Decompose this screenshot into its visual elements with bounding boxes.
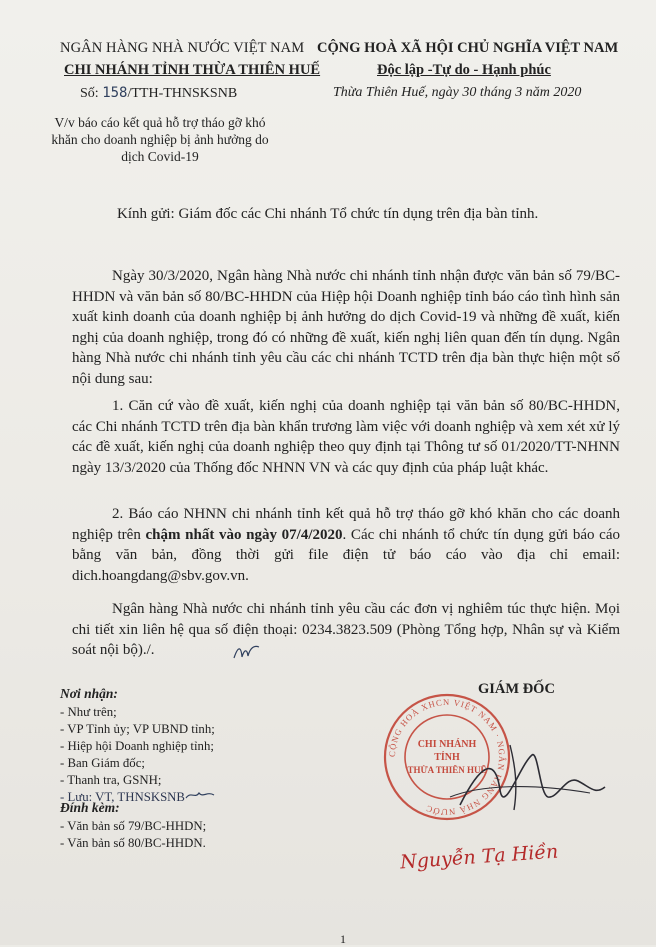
signer-position: GIÁM ĐỐC [478, 681, 555, 697]
national-title: CỘNG HOÀ XÃ HỘI CHỦ NGHĨA VIỆT NAM [317, 40, 619, 56]
handwritten-signature-icon [440, 735, 610, 825]
national-motto: Độc lập -Tự do - Hạnh phúc [377, 62, 551, 78]
initial-mark-icon [232, 642, 262, 664]
paragraph-closing: Ngân hàng Nhà nước chi nhánh tỉnh yêu cầu các đơn vị nghiêm túc thực hiện. Mọi chi tiết xin liên hệ qua số điện thoại: 0234.3823.509 (Phòng Tổng hợp, Nhân sự và Kiểm soát nội bộ)./. [72, 601, 620, 658]
place-date: Thừa Thiên Huế, ngày 30 tháng 3 năm 2020 [333, 85, 582, 100]
issuing-agency: NGÂN HÀNG NHÀ NƯỚC VIỆT NAM [60, 40, 305, 56]
paragraph-item-1: 1. Căn cứ vào đề xuất, kiến nghị của doanh nghiệp tại văn bản số 80/BC-HHDN, các Chi nhánh TCTD trên địa bàn khẩn trương làm việc với doanh nghiệp và xem xét xử lý các đề xuất, kiến nghị của doanh nghiệp theo quy định tại Thông tư số 01/2020/TT-NHNN ngày 13/3/2020 của Thống đốc NHNN VN và các quy định của pháp luật khác. [72, 398, 620, 476]
signer-name: Nguyễn Tạ Hiền [399, 840, 559, 874]
doc-number-label: Số: [80, 86, 99, 101]
paragraph-intro: Ngày 30/3/2020, Ngân hàng Nhà nước chi nhánh tỉnh nhận được văn bản số 79/BC-HHDN và văn bản số 80/BC-HHDN của Hiệp hội Doanh nghiệp tỉnh báo cáo tình hình sản xuất kinh doanh của doanh nghiệp bị ảnh hưởng do dịch Covid-19 và những đề xuất, kiến nghị của doanh nghiệp, trong đó có những đề xuất, kiến nghị liên quan đến tín dụng. Ngân hàng Nhà nước chi nhánh tỉnh yêu cầu các chi nhánh TCTD trên địa bàn thực hiện một số nội dung sau: [72, 268, 620, 387]
recipient-item: - Hiệp hội Doanh nghiệp tỉnh; [60, 739, 214, 753]
stamp-line: CHI NHÁNH [417, 739, 477, 750]
paragraph-item-2 [72, 504, 620, 586]
recipient-item: - Thanh tra, GSNH; [60, 773, 162, 787]
stamp-line: TỈNH [434, 752, 460, 763]
recipient-item-text: - Lưu: VT, THNSKSNB [60, 790, 185, 804]
recipient-item: - Ban Giám đốc; [60, 756, 145, 770]
recipient-item: - VP Tỉnh ủy; VP UBND tỉnh; [60, 722, 215, 736]
p3-text-after: . Các chi nhánh tổ chức tín dụng gửi báo cáo bằng văn bản, đồng thời gửi file điện tử báo cáo vào địa chỉ email: dich.hoangdang@sbv.gov.vn. [72, 526, 620, 584]
subject-line: V/v báo cáo kết quả hỗ trợ tháo gỡ khó khăn cho doanh nghiệp bị ảnh hưởng do dịch Covid-19 [51, 115, 269, 164]
doc-number-suffix: /TTH-THNSKSNB [127, 86, 238, 101]
stamp-ring-text: CỘNG HOÀ XHCN VIỆT NAM · NGÂN HÀNG NHÀ NƯỚC [386, 696, 508, 818]
doc-number-handwritten: 158 [102, 85, 128, 101]
recipient-item: - Như trên; [60, 705, 117, 719]
recipients-title: Nơi nhận: [60, 686, 118, 701]
attachments-title: Đính kèm: [60, 800, 120, 815]
attachment-item: - Văn bản số 80/BC-HHDN. [60, 836, 206, 850]
issuing-branch: CHI NHÁNH TỈNH THỪA THIÊN HUẾ [64, 62, 321, 78]
page-number: 1 [340, 932, 346, 946]
deadline-text: chậm nhất vào ngày 07/4/2020 [145, 526, 343, 543]
handwritten-mark-icon [185, 789, 215, 801]
salutation: Kính gửi: Giám đốc các Chi nhánh Tổ chức tín dụng trên địa bàn tỉnh. [117, 206, 539, 222]
stamp-line: THỪA THIÊN HUẾ [407, 765, 487, 775]
p3-text-before: 2. Báo cáo NHNN chi nhánh tỉnh kết quả hỗ trợ tháo gỡ khó khăn cho các doanh nghiệp trên [72, 506, 620, 543]
attachment-item: - Văn bản số 79/BC-HHDN; [60, 819, 207, 833]
document-number [80, 85, 237, 102]
